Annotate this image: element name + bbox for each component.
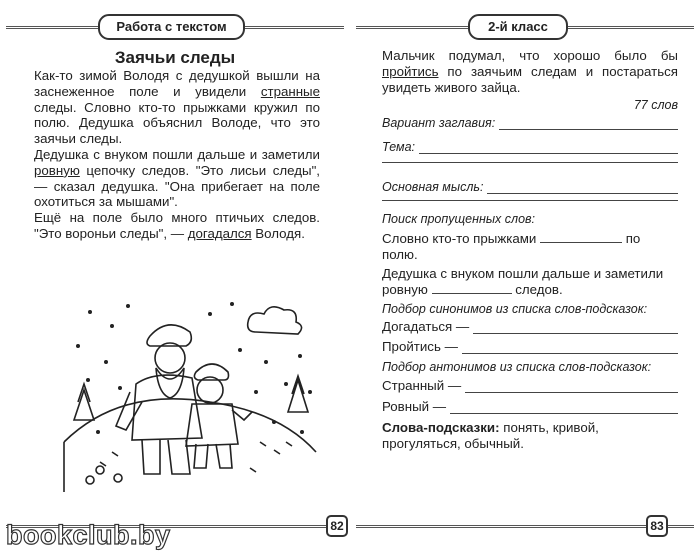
snowflakes (76, 302, 312, 434)
synonym-row[interactable]: Догадаться — (382, 316, 678, 334)
watermark-logo: bookclub.by (6, 520, 171, 550)
tree-icon (288, 376, 308, 412)
answer-line[interactable] (382, 200, 678, 201)
footer-band (356, 525, 694, 528)
main-idea-field[interactable]: Основная мысль: (382, 174, 678, 194)
hint-words: Слова-подсказки: понять, кривой, прогуляться, обычный. (382, 420, 599, 451)
word-count: 77 слов (633, 98, 678, 112)
answer-line[interactable] (382, 162, 678, 163)
story-paragraph: Как-то зимой Володя с дедушкой вышли на заснеженное поле и увидели странные следы. Словно кто-то прыжками кружил по полю. Дедушка объяснил Володе, что это заячьи следы. (34, 68, 320, 147)
right-page (350, 0, 700, 560)
antonym-row[interactable]: Ровный — (382, 396, 678, 414)
title-variant-field[interactable]: Вариант заглавия: (382, 110, 678, 130)
story-ending: Мальчик подумал, что хорошо было бы пройтись по заячьим следам и постараться увидеть живого зайца. (382, 48, 678, 95)
grade-tab: 2-й класс (468, 14, 568, 40)
page-number: 83 (646, 515, 668, 537)
tree-icon (74, 384, 94, 420)
cloud-icon (248, 307, 302, 334)
story-paragraph: Ещё на поле было много птичьих следов. "Это вороньи следы", — догадался Володя. (34, 210, 320, 241)
winter-illustration (60, 292, 320, 494)
missing-word-sentence-2: Дедушка с внуком пошли дальше и заметили ровную следов. (382, 266, 664, 297)
gap-field[interactable] (432, 293, 512, 294)
story-text (34, 68, 320, 242)
synonyms-heading: Подбор синонимов из списка слов-подсказок: (382, 302, 648, 316)
section-tab: Работа с текстом (98, 14, 245, 40)
story-paragraph: Дедушка с внуком пошли дальше и заметили ровную цепочку следов. "Это лисьи следы", — сказал дедушка. "Она прибегает на поле охотиться за мышами". (34, 146, 320, 210)
story-title: Заячьи следы (114, 48, 236, 67)
missing-words-heading: Поиск пропущенных слов: (382, 212, 536, 226)
missing-word-sentence-1: Словно кто-то прыжками по полю. (382, 231, 641, 262)
gap-field[interactable] (540, 242, 622, 243)
antonym-row[interactable]: Странный — (382, 375, 678, 393)
page-number: 82 (326, 515, 348, 537)
theme-field[interactable]: Тема: (382, 134, 678, 154)
antonyms-heading: Подбор антонимов из списка слов-подсказок: (382, 360, 652, 374)
synonym-row[interactable]: Пройтись — (382, 336, 678, 354)
